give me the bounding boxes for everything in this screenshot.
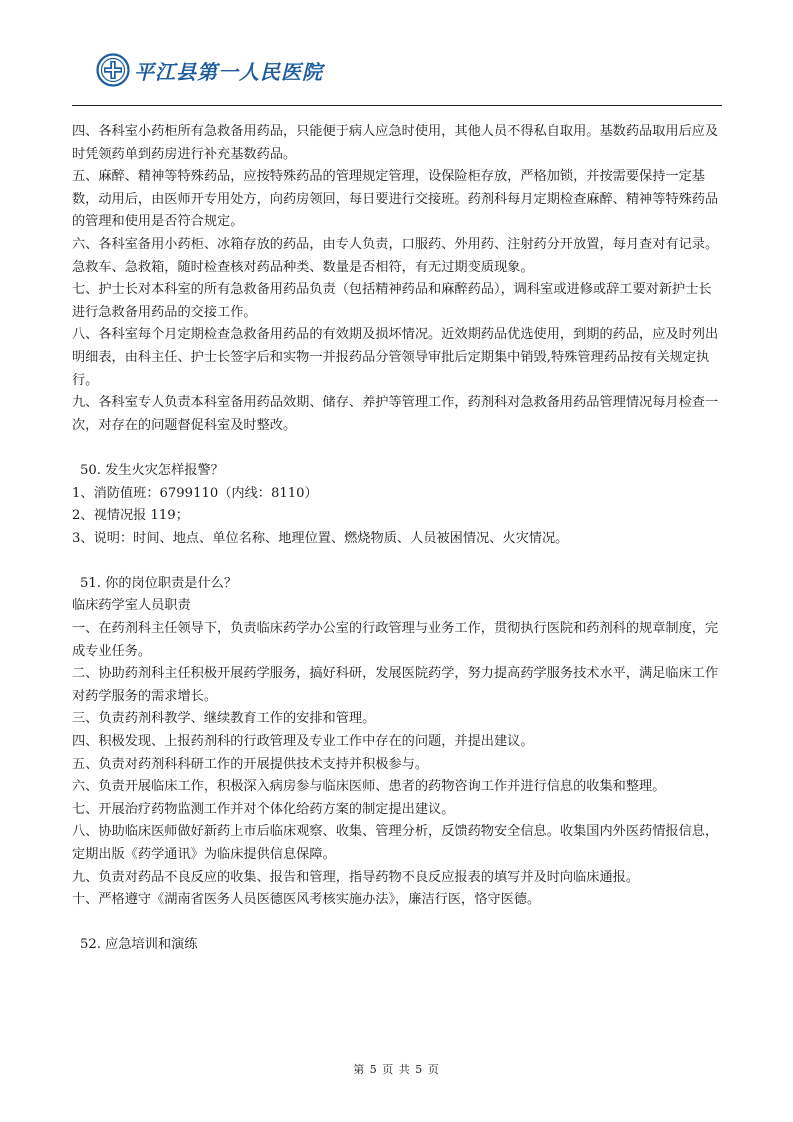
spacer [72, 550, 724, 573]
paragraph: 六、各科室备用小药柜、冰箱存放的药品，由专人负责，口服药、外用药、注射药分开放置，每月查对有记录。急救车、急救箱，随时检查核对药品种类、数量是否相符，有无过期变质现象。 [72, 236, 719, 275]
list-item: 一、在药剂科主任领导下，负责临床药学办公室的行政管理与业务工作，贯彻执行医院和药剂科的规章制度，完成专业任务。 [72, 621, 719, 659]
hospital-logo-icon [96, 53, 130, 87]
paragraph: 四、各科室小药柜所有急救备用药品，只能便于病人应急时使用，其他人员不得私自取用。基数药品取用后应及时凭领药单到药房进行补充基数药品。 [72, 124, 719, 162]
list-item: 五、负责对药剂科科研工作的开展提供技术支持并积极参与。 [72, 756, 429, 772]
list-item: 七、开展治疗药物监测工作并对个体化给药方案的制定提出建议。 [72, 801, 455, 817]
list-item: 八、协助临床医师做好新药上市后临床观察、收集、管理分析，反馈药物安全信息。收集国内外医药情报信息，定期出版《药学通讯》为临床提供信息保障。 [72, 824, 719, 862]
spacer [72, 912, 724, 935]
list-item: 六、负责开展临床工作，积极深入病房参与临床医师、患者的药物咨询工作并进行信息的收集和整理。 [72, 779, 666, 795]
list-item: 2、视情况报 119； [72, 508, 189, 524]
list-item: 三、负责药剂科教学、继续教育工作的安排和管理。 [72, 711, 376, 727]
section-subtitle: 临床药学室人员职责 [72, 598, 191, 614]
page-footer: 第 5 页 共 5 页 [353, 1063, 440, 1076]
hospital-name: 平江县第一人民医院 [134, 59, 323, 84]
page-header [96, 50, 323, 90]
question-50-title: 50. 发生火灾怎样报警？ [80, 462, 224, 478]
paragraph: 五、麻醉、精神等特殊药品，应按特殊药品的管理规定管理，设保险柜存放，严格加锁，并按需要保持一定基数，动用后，由医师开专用处方，向药房领回，每日要进行交接班。药剂科每月定期检查麻醉、精神等特殊药品的管理和使用是否符合规定。 [72, 169, 719, 230]
question-51-title: 51. 你的岗位职责是什么？ [80, 575, 238, 591]
paragraph: 八、各科室每个月定期检查急救备用药品的有效期及损坏情况。近效期药品优选使用，到期的药品，应及时列出明细表，由科主任、护士长签字后和实物一并报药品分管领导审批后定期集中销毁,特殊管理药品按有关规定执行。 [72, 327, 719, 388]
question-52-title: 52. 应急培训和演练 [80, 937, 198, 953]
list-item: 3、说明：时间、地点、单位名称、地理位置、燃烧物质、人员被困情况、火灾情况。 [72, 530, 569, 546]
list-item: 四、积极发现、上报药剂科的行政管理及专业工作中存在的问题，并提出建议。 [72, 734, 534, 750]
list-item: 九、负责对药品不良反应的收集、报告和管理，指导药物不良反应报表的填写并及时向临床通报。 [72, 869, 640, 885]
header-divider [72, 105, 722, 106]
paragraph: 七、护士长对本科室的所有急救备用药品负责（包括精神药品和麻醉药品），调科室或进修或辞工要对新护士长进行急救备用药品的交接工作。 [72, 282, 712, 320]
list-item: 二、协助药剂科主任积极开展药学服务，搞好科研，发展医院药学，努力提高药学服务技术水平，满足临床工作对药学服务的需求增长。 [72, 666, 719, 704]
list-item: 1、消防值班：6799110（内线：8110） [72, 485, 318, 501]
list-item: 十、严格遵守《湖南省医务人员医德医风考核实施办法》，廉洁行医，恪守医德。 [72, 892, 541, 908]
paragraph: 九、各科室专人负责本科室备用药品效期、储存、养护等管理工作，药剂科对急救备用药品管理情况每月检查一次，对存在的问题督促科室及时整改。 [72, 395, 719, 433]
spacer [72, 437, 724, 460]
document-body [72, 121, 724, 957]
